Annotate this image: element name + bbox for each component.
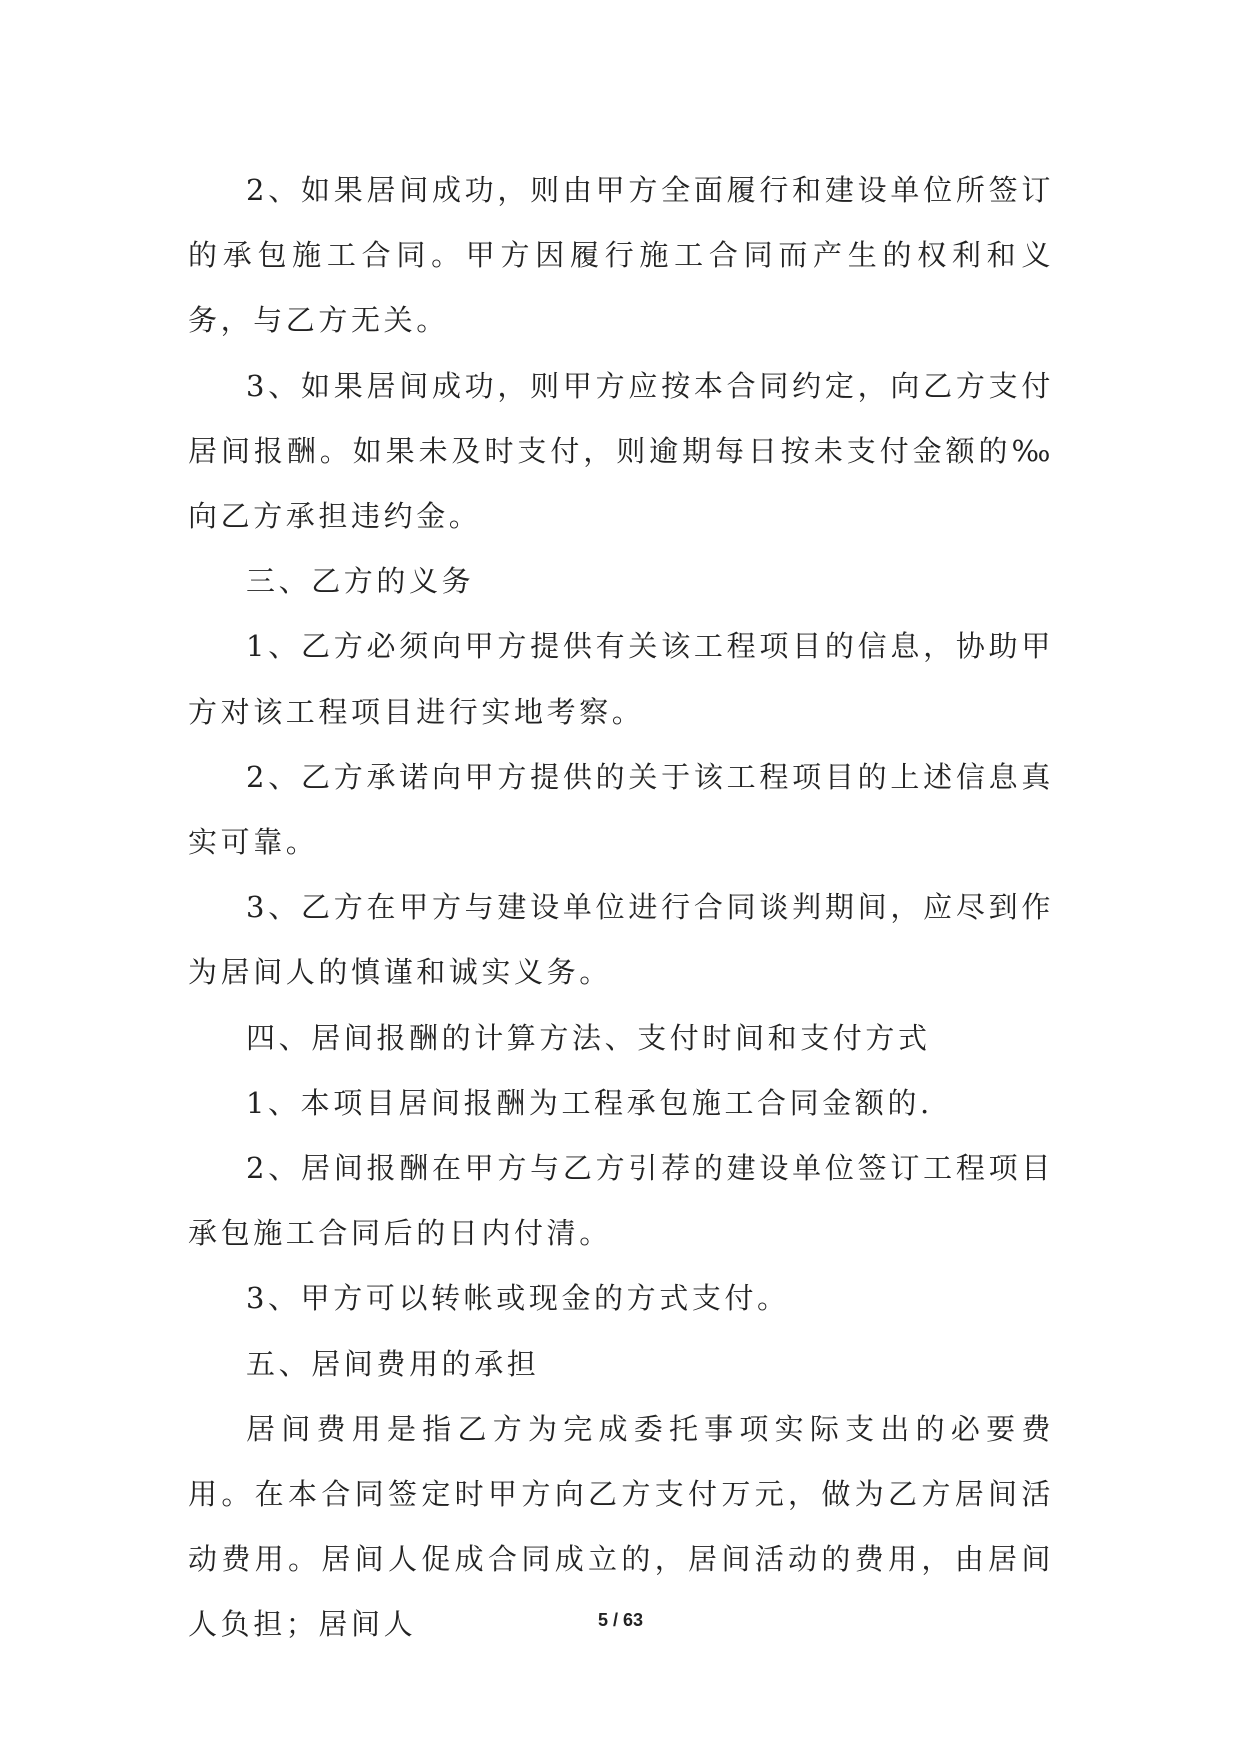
paragraph-party-b-clause-3: 3、乙方在甲方与建设单位进行合同谈判期间，应尽到作为居间人的慎谨和诚实义务。: [188, 890, 1054, 990]
paragraph-remuneration-clause-3: 3、甲方可以转帐或现金的方式支付。: [246, 1281, 790, 1316]
paragraph-party-b-clause-2: 2、乙方承诺向甲方提供的关于该工程项目的上述信息真实可靠。: [188, 759, 1054, 860]
paragraph-clause-3-payment: 3、如果居间成功，则甲方应按本合同约定，向乙方支付居间报酬。如果未及时支付，则逾期每日按未支付金额的‰向乙方承担违约金。: [188, 368, 1054, 534]
section-heading-expenses: 五、居间费用的承担: [246, 1346, 540, 1381]
section-heading-party-b-obligations: 三、乙方的义务: [246, 564, 475, 599]
paragraph-party-b-clause-1: 1、乙方必须向甲方提供有关该工程项目的信息，协助甲方对该工程项目进行实地考察。: [188, 629, 1054, 729]
paragraph-remuneration-clause-2: 2、居间报酬在甲方与乙方引荐的建设单位签订工程项目承包施工合同后的日内付清。: [188, 1151, 1054, 1251]
paragraph-remuneration-clause-1: 1、本项目居间报酬为工程承包施工合同金额的.: [246, 1085, 933, 1120]
page-number: 5 / 63: [597, 1610, 644, 1630]
paragraph-clause-2-performance: 2、如果居间成功，则由甲方全面履行和建设单位所签订的承包施工合同。甲方因履行施工合同而产生的权利和义务，与乙方无关。: [188, 173, 1054, 338]
document-body: [188, 158, 1054, 1658]
paragraph-expenses-body: 居间费用是指乙方为完成委托事项实际支出的必要费用。在本合同签定时甲方向乙方支付万元，做为乙方居间活动费用。居间人促成合同成立的，居间活动的费用，由居间人负担；居间人: [188, 1411, 1054, 1642]
section-heading-remuneration: 四、居间报酬的计算方法、支付时间和支付方式: [246, 1020, 931, 1055]
